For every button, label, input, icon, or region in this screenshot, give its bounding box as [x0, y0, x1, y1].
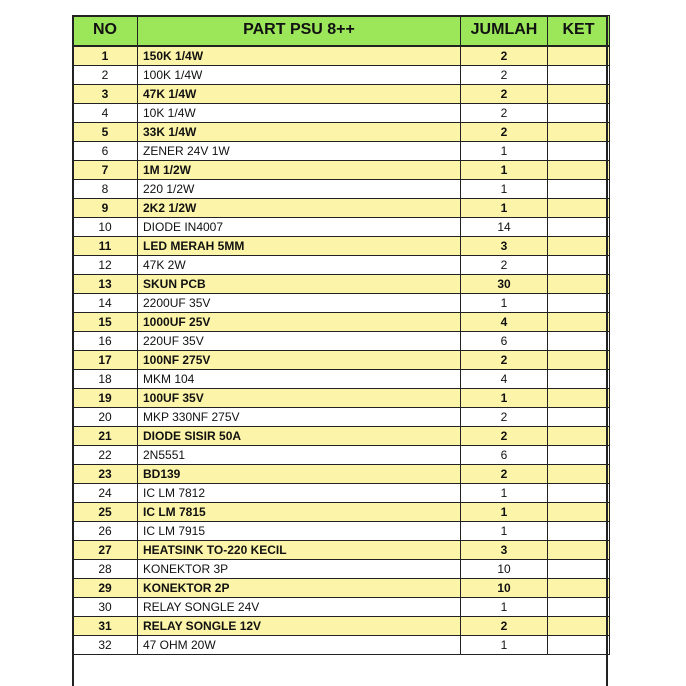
table-row — [73, 217, 610, 236]
part-note — [548, 597, 610, 616]
table-row — [73, 350, 610, 369]
table-row — [73, 160, 610, 179]
part-note — [548, 502, 610, 521]
part-note — [548, 160, 610, 179]
part-quantity: 2 — [461, 84, 548, 103]
part-quantity: 1 — [461, 198, 548, 217]
part-quantity: 2 — [461, 350, 548, 369]
part-name: IC LM 7915 — [138, 521, 461, 540]
part-quantity: 2 — [461, 616, 548, 635]
row-number: 4 — [73, 103, 138, 122]
table-row — [73, 445, 610, 464]
part-quantity: 30 — [461, 274, 548, 293]
part-name: 47K 2W — [138, 255, 461, 274]
part-quantity: 1 — [461, 388, 548, 407]
part-quantity: 1 — [461, 160, 548, 179]
row-number: 21 — [73, 426, 138, 445]
row-number: 23 — [73, 464, 138, 483]
part-name: LED MERAH 5MM — [138, 236, 461, 255]
part-name: 10K 1/4W — [138, 103, 461, 122]
row-number: 10 — [73, 217, 138, 236]
table-row — [73, 141, 610, 160]
table-row — [73, 407, 610, 426]
row-number: 6 — [73, 141, 138, 160]
part-note — [548, 312, 610, 331]
part-quantity: 1 — [461, 502, 548, 521]
table-row — [73, 521, 610, 540]
part-note — [548, 578, 610, 597]
part-quantity: 1 — [461, 179, 548, 198]
part-name: 100K 1/4W — [138, 65, 461, 84]
part-note — [548, 103, 610, 122]
header-row — [73, 16, 610, 46]
part-note — [548, 350, 610, 369]
part-name: 47K 1/4W — [138, 84, 461, 103]
parts-table — [72, 15, 610, 655]
row-number: 3 — [73, 84, 138, 103]
part-name: MKP 330NF 275V — [138, 407, 461, 426]
part-name: IC LM 7812 — [138, 483, 461, 502]
part-name: 2200UF 35V — [138, 293, 461, 312]
table-row — [73, 255, 610, 274]
part-name: DIODE SISIR 50A — [138, 426, 461, 445]
table-row — [73, 46, 610, 66]
row-number: 31 — [73, 616, 138, 635]
table-row — [73, 103, 610, 122]
part-name: MKM 104 — [138, 369, 461, 388]
part-name: KONEKTOR 2P — [138, 578, 461, 597]
row-number: 24 — [73, 483, 138, 502]
row-number: 2 — [73, 65, 138, 84]
row-number: 29 — [73, 578, 138, 597]
table-row — [73, 616, 610, 635]
part-quantity: 1 — [461, 521, 548, 540]
part-note — [548, 217, 610, 236]
row-number: 7 — [73, 160, 138, 179]
row-number: 8 — [73, 179, 138, 198]
part-quantity: 2 — [461, 464, 548, 483]
row-number: 16 — [73, 331, 138, 350]
part-note — [548, 521, 610, 540]
part-name: 2K2 1/2W — [138, 198, 461, 217]
part-name: 1000UF 25V — [138, 312, 461, 331]
part-quantity: 3 — [461, 540, 548, 559]
part-note — [548, 540, 610, 559]
part-quantity: 6 — [461, 445, 548, 464]
row-number: 12 — [73, 255, 138, 274]
row-number: 11 — [73, 236, 138, 255]
row-number: 22 — [73, 445, 138, 464]
row-number: 1 — [73, 46, 138, 66]
part-quantity: 1 — [461, 141, 548, 160]
header-ket: KET — [548, 16, 610, 46]
part-name: KONEKTOR 3P — [138, 559, 461, 578]
table-row — [73, 540, 610, 559]
part-note — [548, 426, 610, 445]
table-row — [73, 274, 610, 293]
part-name: 2N5551 — [138, 445, 461, 464]
table-row — [73, 369, 610, 388]
part-quantity: 1 — [461, 597, 548, 616]
row-number: 17 — [73, 350, 138, 369]
part-note — [548, 464, 610, 483]
part-name: 150K 1/4W — [138, 46, 461, 66]
table-row — [73, 635, 610, 654]
row-number: 26 — [73, 521, 138, 540]
header-no: NO — [73, 16, 138, 46]
row-number: 32 — [73, 635, 138, 654]
table-row — [73, 388, 610, 407]
part-name: 220 1/2W — [138, 179, 461, 198]
row-number: 13 — [73, 274, 138, 293]
part-note — [548, 388, 610, 407]
part-quantity: 10 — [461, 559, 548, 578]
row-number: 14 — [73, 293, 138, 312]
row-number: 20 — [73, 407, 138, 426]
part-name: 220UF 35V — [138, 331, 461, 350]
part-note — [548, 274, 610, 293]
part-name: SKUN PCB — [138, 274, 461, 293]
row-number: 30 — [73, 597, 138, 616]
header-part: PART PSU 8++ — [138, 16, 461, 46]
table-row — [73, 179, 610, 198]
table-row — [73, 483, 610, 502]
part-note — [548, 483, 610, 502]
row-number: 28 — [73, 559, 138, 578]
table-row — [73, 426, 610, 445]
part-note — [548, 255, 610, 274]
part-quantity: 2 — [461, 46, 548, 66]
row-number: 19 — [73, 388, 138, 407]
row-number: 18 — [73, 369, 138, 388]
table-body — [73, 46, 610, 655]
part-quantity: 1 — [461, 635, 548, 654]
table-row — [73, 293, 610, 312]
row-number: 5 — [73, 122, 138, 141]
part-quantity: 14 — [461, 217, 548, 236]
part-note — [548, 122, 610, 141]
parts-list-sheet — [72, 15, 610, 686]
part-name: RELAY SONGLE 12V — [138, 616, 461, 635]
table-row — [73, 65, 610, 84]
part-note — [548, 407, 610, 426]
part-note — [548, 46, 610, 66]
table-row — [73, 122, 610, 141]
part-note — [548, 141, 610, 160]
part-note — [548, 293, 610, 312]
part-name: DIODE IN4007 — [138, 217, 461, 236]
part-name: ZENER 24V 1W — [138, 141, 461, 160]
part-name: RELAY SONGLE 24V — [138, 597, 461, 616]
part-note — [548, 445, 610, 464]
part-note — [548, 331, 610, 350]
part-quantity: 2 — [461, 255, 548, 274]
table-row — [73, 597, 610, 616]
part-note — [548, 616, 610, 635]
table-row — [73, 84, 610, 103]
part-name: 100UF 35V — [138, 388, 461, 407]
part-note — [548, 179, 610, 198]
part-quantity: 6 — [461, 331, 548, 350]
part-name: IC LM 7815 — [138, 502, 461, 521]
part-note — [548, 84, 610, 103]
part-quantity: 2 — [461, 65, 548, 84]
table-row — [73, 464, 610, 483]
part-quantity: 2 — [461, 103, 548, 122]
part-note — [548, 369, 610, 388]
part-quantity: 10 — [461, 578, 548, 597]
part-name: BD139 — [138, 464, 461, 483]
table-row — [73, 236, 610, 255]
table-row — [73, 559, 610, 578]
row-number: 9 — [73, 198, 138, 217]
part-note — [548, 236, 610, 255]
part-quantity: 3 — [461, 236, 548, 255]
table-row — [73, 502, 610, 521]
part-quantity: 2 — [461, 407, 548, 426]
table-header — [73, 16, 610, 46]
part-name: 33K 1/4W — [138, 122, 461, 141]
table-row — [73, 198, 610, 217]
part-quantity: 4 — [461, 369, 548, 388]
part-name: 47 OHM 20W — [138, 635, 461, 654]
part-quantity: 4 — [461, 312, 548, 331]
row-number: 27 — [73, 540, 138, 559]
part-name: HEATSINK TO-220 KECIL — [138, 540, 461, 559]
part-note — [548, 198, 610, 217]
part-quantity: 1 — [461, 483, 548, 502]
part-note — [548, 635, 610, 654]
part-quantity: 2 — [461, 426, 548, 445]
row-number: 15 — [73, 312, 138, 331]
row-number: 25 — [73, 502, 138, 521]
part-note — [548, 65, 610, 84]
part-quantity: 1 — [461, 293, 548, 312]
part-note — [548, 559, 610, 578]
table-row — [73, 312, 610, 331]
part-name: 100NF 275V — [138, 350, 461, 369]
part-quantity: 2 — [461, 122, 548, 141]
header-jumlah: JUMLAH — [461, 16, 548, 46]
table-row — [73, 331, 610, 350]
table-row — [73, 578, 610, 597]
part-name: 1M 1/2W — [138, 160, 461, 179]
